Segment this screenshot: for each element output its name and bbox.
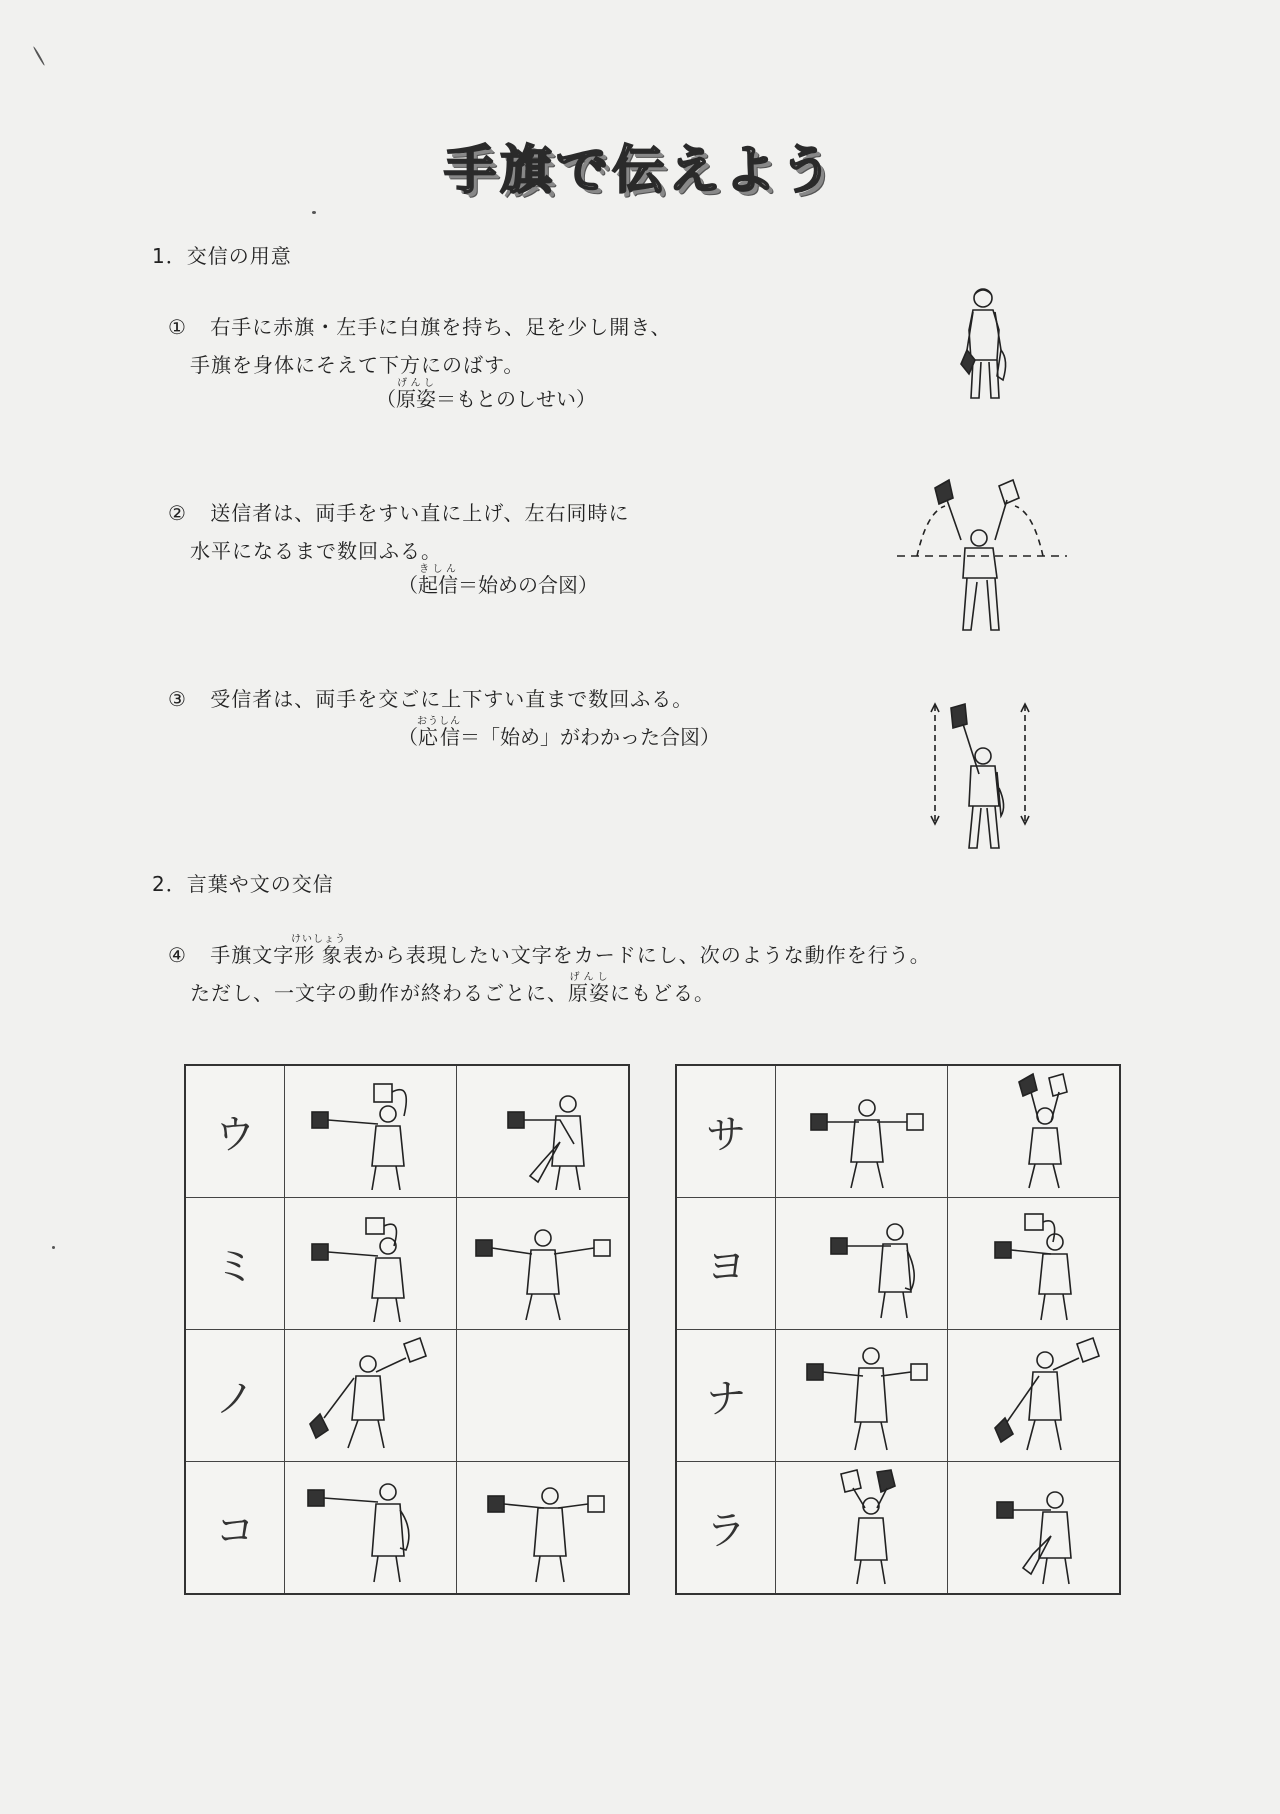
section2-heading: 2．言葉や文の交信 xyxy=(152,872,334,896)
item3-line1: 受信者は、両手を交ごに上下すい直まで数回ふる。 xyxy=(210,687,694,711)
kana-cell: ウ xyxy=(185,1065,285,1198)
table-row xyxy=(676,1198,1120,1330)
pose-cell xyxy=(285,1065,457,1198)
pose-figure xyxy=(959,1466,1109,1586)
pose-figure xyxy=(296,1334,446,1454)
pose-cell xyxy=(776,1065,948,1198)
semaphore-table-right xyxy=(675,1064,1121,1595)
item2-line1: 送信者は、両手をすい直に上げ、左右同時に xyxy=(210,501,630,525)
item1-mark: ① xyxy=(168,315,187,339)
kana-cell: サ xyxy=(676,1065,776,1198)
item3-reading: おうしん xyxy=(417,716,461,727)
table-row xyxy=(185,1462,629,1595)
item2-term-text: 起信 xyxy=(418,573,458,597)
pose-figure xyxy=(959,1070,1109,1190)
figure-genshi xyxy=(945,280,1025,410)
table-row xyxy=(185,1198,629,1330)
item1-note xyxy=(376,378,596,412)
item2-meaning: ＝始めの合図） xyxy=(458,573,598,597)
item1-line2: 手旗を身体にそえて下方にのばす。 xyxy=(190,353,525,377)
page-title: 手旗で伝えよう xyxy=(443,141,836,201)
item4-line1-b: 表から表現したい文字をカードにし、次のような動作を行う。 xyxy=(342,943,931,967)
table-row xyxy=(676,1330,1120,1462)
pose-figure xyxy=(787,1070,937,1190)
item2-line2: 水平になるまで数回ふる。 xyxy=(190,539,442,563)
item1-term-text: 原姿 xyxy=(396,387,436,411)
pose-figure xyxy=(296,1202,446,1322)
table-row xyxy=(676,1462,1120,1595)
item3-term xyxy=(417,716,461,749)
item1-meaning: ＝もとのしせい） xyxy=(436,387,596,411)
figure-kishin xyxy=(895,478,1070,638)
item3-term-text: 応信 xyxy=(417,725,461,749)
item2-text xyxy=(168,494,630,570)
kana-cell: ラ xyxy=(676,1462,776,1595)
pose-figure xyxy=(959,1334,1109,1454)
pose-cell xyxy=(948,1198,1121,1330)
item2-note-open: （ xyxy=(398,573,418,597)
item2-term xyxy=(418,564,458,597)
pose-cell xyxy=(948,1330,1121,1462)
item4-term2 xyxy=(568,972,610,1005)
semaphore-table-left xyxy=(184,1064,630,1595)
pose-figure xyxy=(468,1070,618,1190)
item4-line2-b: にもどる。 xyxy=(610,981,715,1005)
item1-line1: 右手に赤旗・左手に白旗を持ち、足を少し開き、 xyxy=(210,315,672,339)
section1-heading: 1．交信の用意 xyxy=(152,244,292,268)
pose-cell-empty xyxy=(457,1330,630,1462)
item4-term1-text: 形象 xyxy=(291,943,347,967)
pose-figure xyxy=(959,1202,1109,1322)
pose-figure xyxy=(787,1334,937,1454)
item4-reading2: げんし xyxy=(568,972,610,983)
kana-cell: ナ xyxy=(676,1330,776,1462)
pose-cell xyxy=(457,1462,630,1595)
item2-mark: ② xyxy=(168,501,187,525)
pose-cell xyxy=(948,1065,1121,1198)
item3-meaning: ＝「始め」がわかった合図） xyxy=(460,725,720,749)
kana-cell: ヨ xyxy=(676,1198,776,1330)
item3-note xyxy=(398,716,720,750)
item4-term1 xyxy=(291,934,347,967)
pose-figure xyxy=(787,1202,937,1322)
item4-text xyxy=(168,934,931,1012)
kana-cell: ノ xyxy=(185,1330,285,1462)
pose-cell xyxy=(285,1330,457,1462)
pose-cell xyxy=(776,1198,948,1330)
pose-cell xyxy=(776,1462,948,1595)
pose-figure xyxy=(787,1466,937,1586)
item1-term xyxy=(396,378,436,411)
pose-cell xyxy=(457,1198,630,1330)
item4-term2-text: 原姿 xyxy=(568,981,610,1005)
pose-cell xyxy=(776,1330,948,1462)
item4-line2-a: ただし、一文字の動作が終わるごとに、 xyxy=(190,981,568,1005)
item3-note-open: （ xyxy=(398,725,418,749)
kana-cell: ミ xyxy=(185,1198,285,1330)
item4-line1-a: 手旗文字 xyxy=(210,943,295,967)
pose-cell xyxy=(457,1065,630,1198)
item1-text xyxy=(168,308,672,384)
item4-reading1: けいしょう xyxy=(291,934,347,945)
pose-figure xyxy=(296,1070,446,1190)
item3-mark: ③ xyxy=(168,687,187,711)
item1-reading: げんし xyxy=(396,378,436,389)
pose-cell xyxy=(285,1198,457,1330)
item4-mark: ④ xyxy=(168,943,187,967)
table-row xyxy=(676,1065,1120,1198)
item3-text xyxy=(168,680,693,718)
pose-cell xyxy=(948,1462,1121,1595)
item2-reading: きしん xyxy=(418,564,458,575)
item2-note xyxy=(398,564,598,598)
pose-cell xyxy=(285,1462,457,1595)
figure-oushin xyxy=(925,700,1035,860)
pose-figure xyxy=(468,1202,618,1322)
pose-figure xyxy=(296,1466,446,1586)
table-row xyxy=(185,1065,629,1198)
table-row xyxy=(185,1330,629,1462)
pose-figure xyxy=(468,1466,618,1586)
item1-note-open: （ xyxy=(376,387,396,411)
kana-cell: コ xyxy=(185,1462,285,1595)
